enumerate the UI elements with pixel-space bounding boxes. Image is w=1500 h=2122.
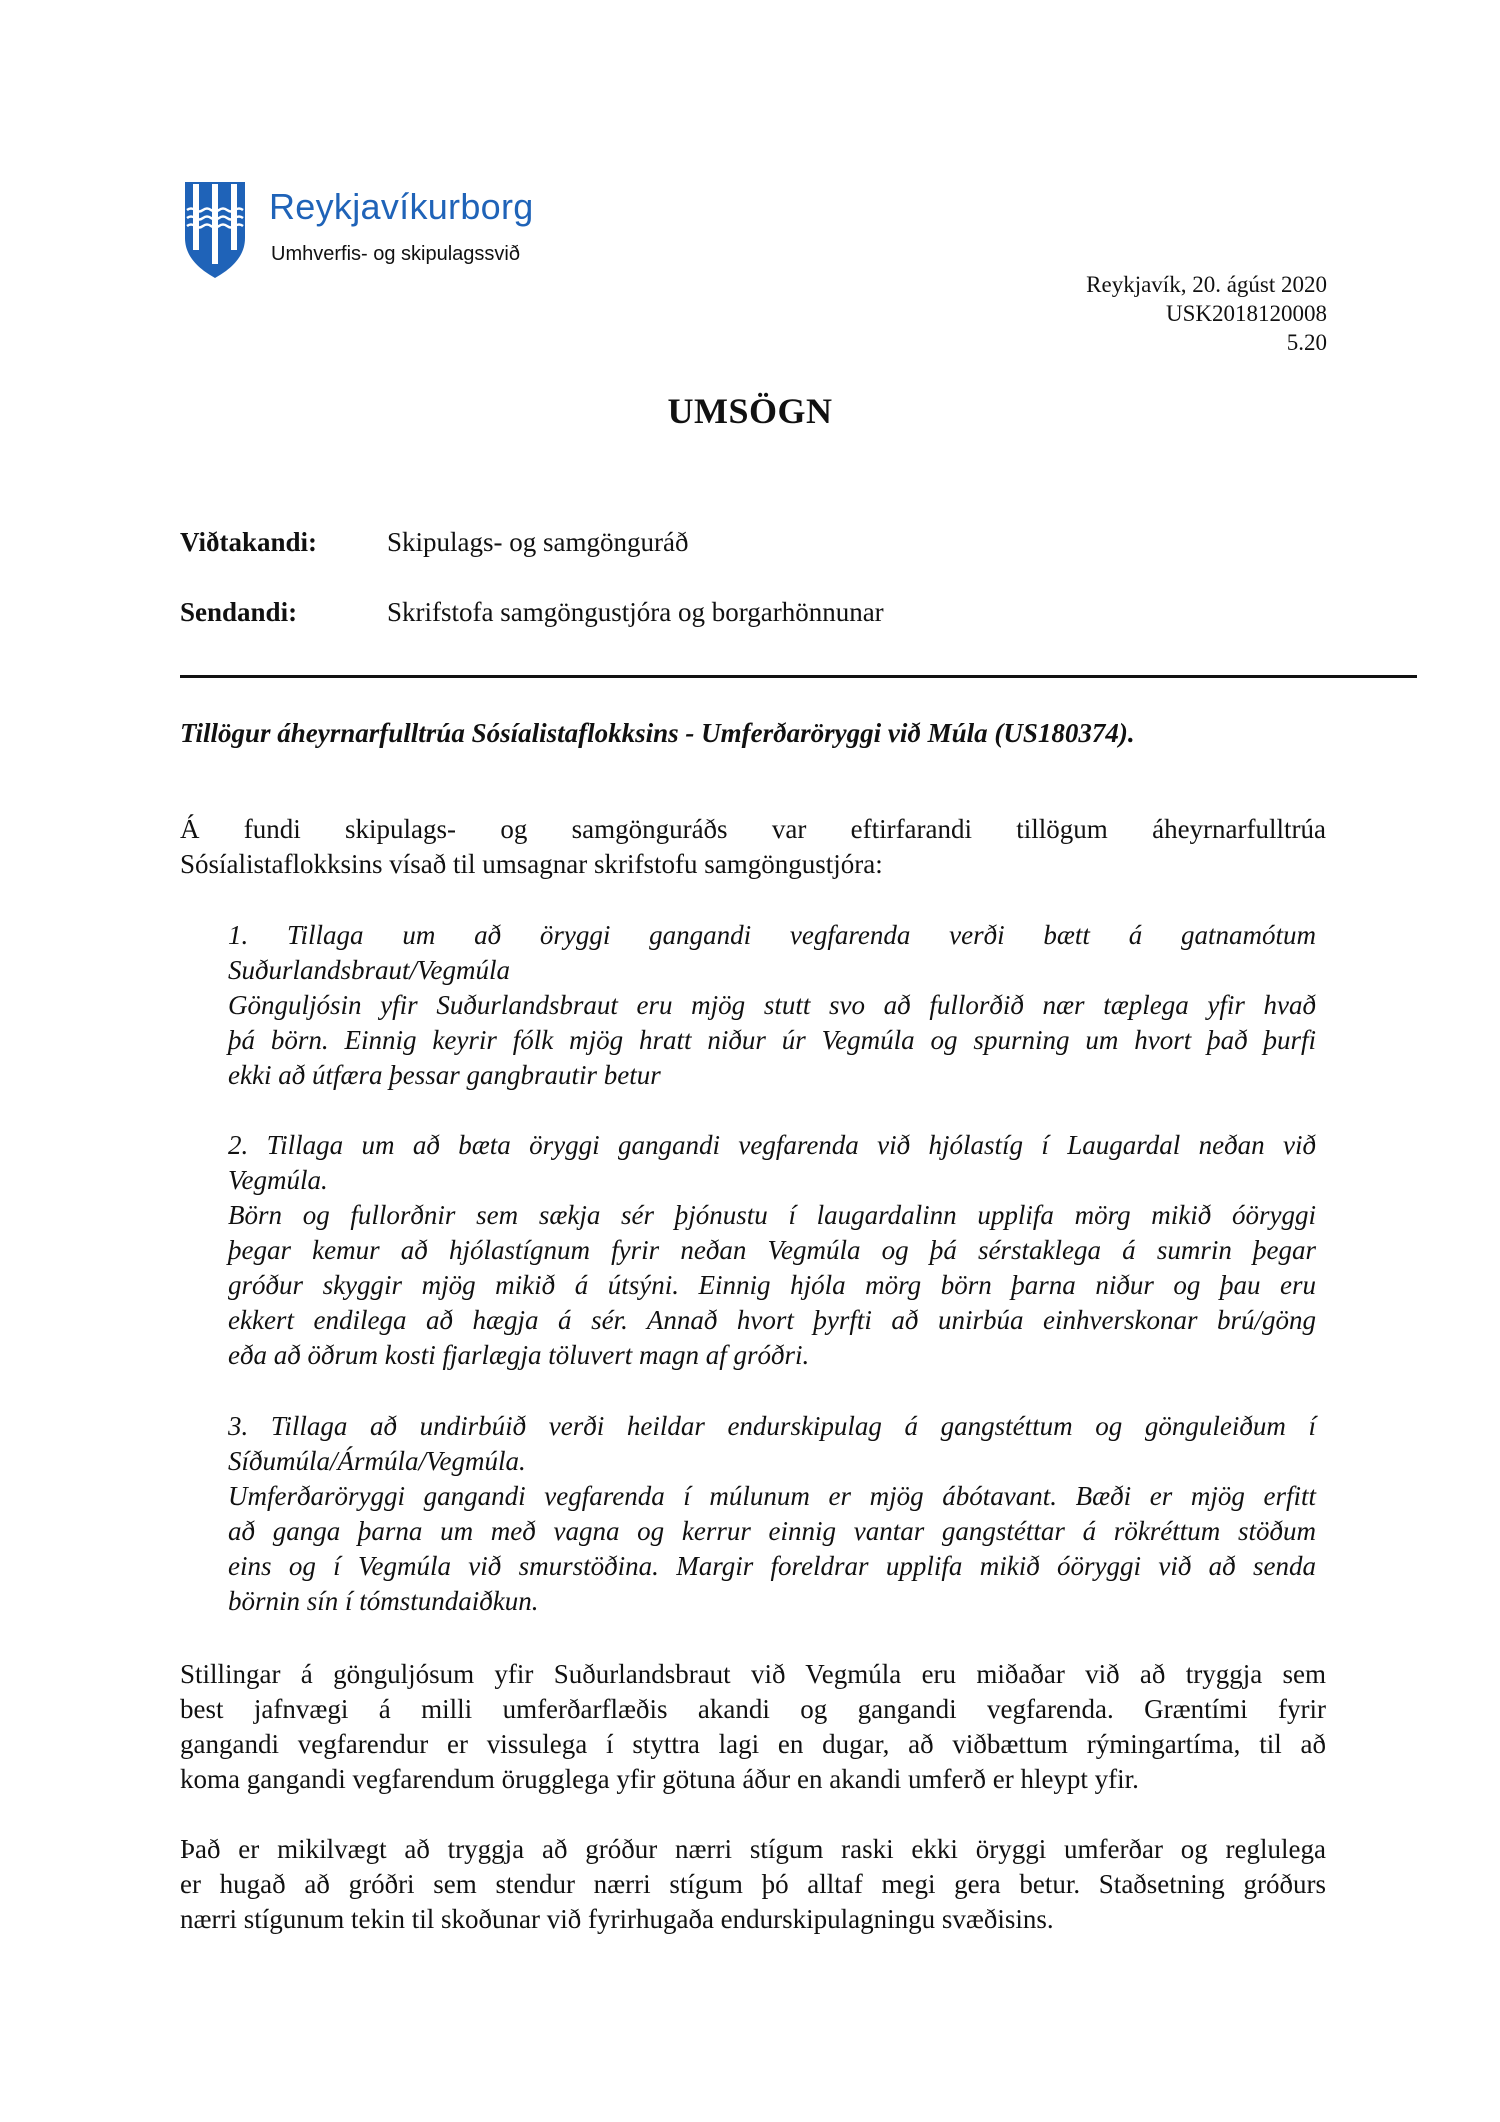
- text-line: börnin sín í tómstundaiðkun.: [228, 1586, 539, 1616]
- subject-line: Tillögur áheyrnarfulltrúa Sósíalistaflokksins - Umferðaröryggi við Múla (US180374).: [180, 718, 1135, 748]
- text-line: þá börn. Einnig keyrir fólk mjög hratt niður úr Vegmúla og spurning um hvort það þurfi: [228, 1025, 1316, 1055]
- text-line: gangandi vegfarendur er vissulega í styttra lagi en dugar, að viðbættum rýmingartíma, til að: [180, 1729, 1326, 1759]
- text-line: Börn og fullorðnir sem sækja sér þjónustu í laugardalinn upplifa mörg mikið óöryggi: [228, 1200, 1316, 1230]
- text-line: eða að öðrum kosti fjarlægja töluvert magn af gróðri.: [228, 1340, 810, 1370]
- text-line: er hugað að gróðri sem stendur nærri stígum þó alltaf megi gera betur. Staðsetning gróðurs: [180, 1869, 1326, 1899]
- document-title: UMSÖGN: [667, 391, 833, 431]
- recipient-row: [180, 527, 688, 558]
- text-line: Síðumúla/Ármúla/Vegmúla.: [228, 1446, 526, 1476]
- recipient-label: Viðtakandi:: [180, 527, 318, 557]
- text-line: Suðurlandsbraut/Vegmúla: [228, 955, 511, 985]
- sender-row: [180, 597, 884, 628]
- text-line: Stillingar á gönguljósum yfir Suðurlandsbraut við Vegmúla eru miðaðar við að tryggja sem: [180, 1659, 1326, 1689]
- response-paragraph-1: [180, 1657, 1326, 1797]
- text-line: þegar kemur að hjólastígnum fyrir neðan Vegmúla og þá sérstaklega á sumrin þegar: [228, 1235, 1316, 1265]
- text-line: koma gangandi vegfarendum örugglega yfir götuna áður en akandi umferð er hleypt yfir.: [180, 1764, 1139, 1794]
- text-line: Á fundi skipulags- og samgönguráðs var eftirfarandi tillögum áheyrnarfulltrúa: [180, 814, 1326, 844]
- text-line: Sósíalistaflokksins vísað til umsagnar skrifstofu samgöngustjóra:: [180, 849, 883, 879]
- reykjavik-logo: [183, 180, 583, 285]
- text-line: eins og í Vegmúla við smurstöðina. Margir foreldrar upplifa mikið óöryggi við að senda: [228, 1551, 1316, 1581]
- text-line: Umferðaröryggi gangandi vegfarenda í múlunum er mjög ábótavant. Bæði er mjög erfitt: [228, 1481, 1316, 1511]
- organization-name: Reykjavíkurborg: [269, 186, 534, 227]
- text-line: Gönguljósin yfir Suðurlandsbraut eru mjög stutt svo að fullorðið nær tæplega yfir hvað: [228, 990, 1316, 1020]
- horizontal-divider: [180, 675, 1417, 678]
- text-line: að ganga þarna um með vagna og kerrur einnig vantar gangstéttar á rökréttum stöðum: [228, 1516, 1316, 1546]
- proposal-3: [228, 1409, 1316, 1619]
- sender-label: Sendandi:: [180, 597, 298, 627]
- text-line: ekki að útfæra þessar gangbrautir betur: [228, 1060, 661, 1090]
- recipient-value: Skipulags- og samgönguráð: [387, 527, 689, 557]
- coat-of-arms-icon: [183, 180, 247, 280]
- place-date: Reykjavík, 20. ágúst 2020: [1086, 272, 1327, 297]
- item-number: 5.20: [1286, 330, 1327, 355]
- text-line: ekkert endilega að hægja á sér. Annað hvort þyrfti að unirbúa einhverskonar brú/göng: [228, 1305, 1316, 1335]
- division-name: Umhverfis- og skipulagssvið: [271, 243, 520, 265]
- sender-value: Skrifstofa samgöngustjóra og borgarhönnunar: [387, 597, 884, 627]
- case-number: USK2018120008: [1165, 301, 1327, 326]
- proposal-2: [228, 1128, 1316, 1373]
- proposal-1: [228, 918, 1316, 1093]
- text-line: 3. Tillaga að undirbúið verði heildar endurskipulag á gangstéttum og gönguleiðum í: [228, 1411, 1316, 1441]
- text-line: best jafnvægi á milli umferðarflæðis akandi og gangandi vegfarenda. Græntími fyrir: [180, 1694, 1326, 1724]
- text-line: nærri stígunum tekin til skoðunar við fyrirhugaða endurskipulagningu svæðisins.: [180, 1904, 1054, 1934]
- intro-paragraph: [180, 812, 1326, 882]
- text-line: 1. Tillaga um að öryggi gangandi vegfarenda verði bætt á gatnamótum: [228, 920, 1316, 950]
- text-line: gróður skyggir mjög mikið á útsýni. Einnig hjóla mörg börn þarna niður og þau eru: [228, 1270, 1316, 1300]
- reference-block: [1086, 270, 1327, 357]
- text-line: Vegmúla.: [228, 1165, 328, 1195]
- response-paragraph-2: [180, 1832, 1326, 1937]
- text-line: 2. Tillaga um að bæta öryggi gangandi vegfarenda við hjólastíg í Laugardal neðan við: [228, 1130, 1316, 1160]
- text-line: Það er mikilvægt að tryggja að gróður nærri stígum raski ekki öryggi umferðar og reglulega: [180, 1834, 1326, 1864]
